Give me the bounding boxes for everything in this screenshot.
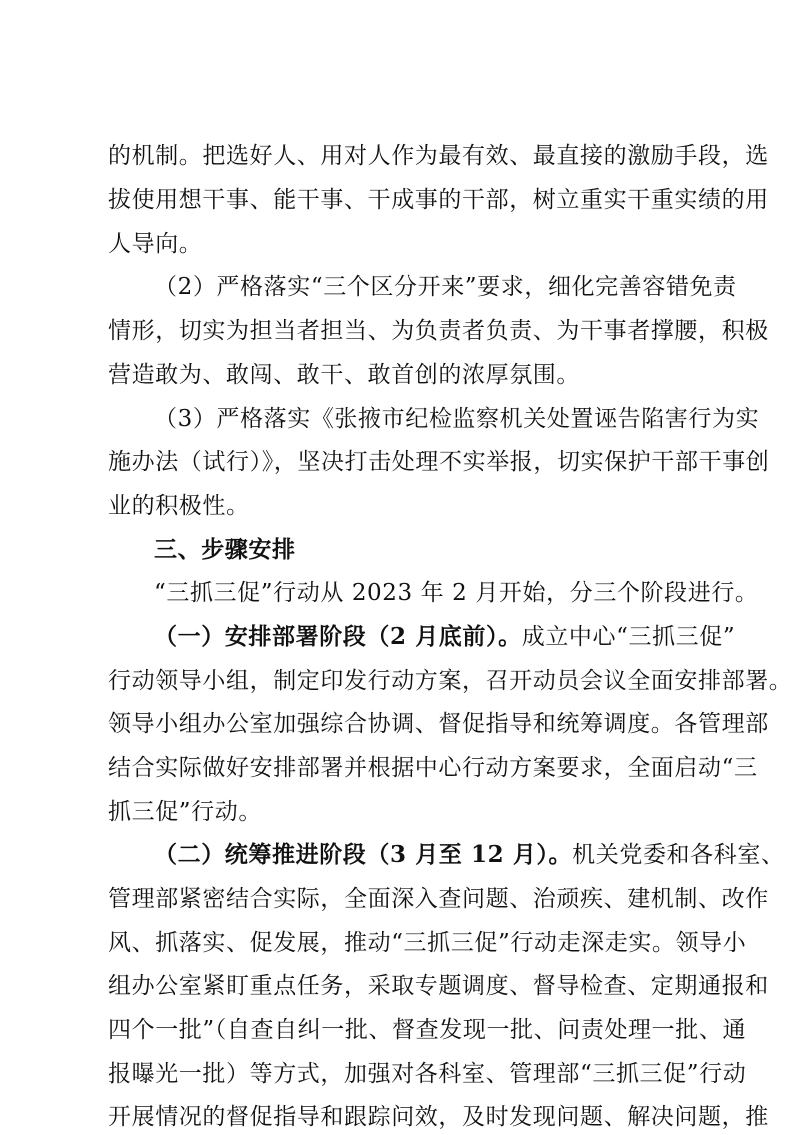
paragraph-line: “三抓三促”行动从 2023 年 2 月开始，分三个阶段进行。 — [154, 580, 759, 606]
paragraph-line: 营造敢为、敢闯、敢干、敢首创的浓厚氛围。 — [108, 362, 580, 388]
paragraph-line: 开展情况的督促指导和跟踪问效，及时发现问题、解决问题，推 — [108, 1104, 769, 1130]
paragraph-line: 管理部紧密结合实际，全面深入查问题、治顽疾、建机制、改作 — [108, 886, 769, 912]
paragraph-line: 施办法（试行）》，坚决打击处理不实举报，切实保护干部干事创 — [108, 449, 770, 475]
paragraph-line: 四个一批”（自查自纠一批、督查发现一批、问责处理一批、通 — [108, 1017, 747, 1043]
paragraph-line: （2）严格落实“三个区分开来”要求，细化完善容错免责 — [154, 274, 737, 300]
section-heading: 三、步骤安排 — [154, 536, 296, 563]
paragraph-line: 人导向。 — [108, 231, 203, 257]
paragraph-line: 业的积极性。 — [108, 493, 250, 519]
paragraph-line: 行动领导小组，制定印发行动方案，召开动员会议全面安排部署。 — [108, 668, 793, 694]
paragraph-text: 机关党委和各科室、 — [572, 842, 785, 868]
stage-heading: （二）统筹推进阶段（3 月至 12 月）。 — [154, 841, 573, 868]
paragraph-line: 风、抓落实、促发展，推动“三抓三促”行动走深走实。领导小 — [108, 930, 747, 956]
paragraph-line: 拔使用想干事、能干事、干成事的干部，树立重实干重实绩的用 — [108, 187, 769, 213]
paragraph-line — [154, 837, 785, 873]
paragraph-line: 领导小组办公室加强综合协调、督促指导和统筹调度。各管理部 — [108, 711, 769, 737]
paragraph-line: 情形，切实为担当者担当、为负责者负责、为干事者撑腰，积极 — [108, 318, 769, 344]
paragraph-line: （3）严格落实《张掖市纪检监察机关处置诬告陷害行为实 — [154, 406, 760, 432]
paragraph-line: 结合实际做好安排部署并根据中心行动方案要求，全面启动“三 — [108, 755, 758, 781]
stage-heading: （一）安排部署阶段（2 月底前）。 — [154, 623, 522, 650]
paragraph-line: 组办公室紧盯重点任务，采取专题调度、督导检查、定期通报和 — [108, 973, 769, 999]
paragraph-text: 成立中心“三抓三促” — [521, 624, 736, 650]
paragraph-line: 的机制。把选好人、用对人作为最有效、最直接的激励手段，选 — [108, 143, 769, 169]
paragraph-line: 报曝光一批）等方式，加强对各科室、管理部“三抓三促”行动 — [108, 1061, 747, 1087]
paragraph-line: 抓三促”行动。 — [108, 799, 262, 825]
paragraph-line — [154, 619, 736, 655]
